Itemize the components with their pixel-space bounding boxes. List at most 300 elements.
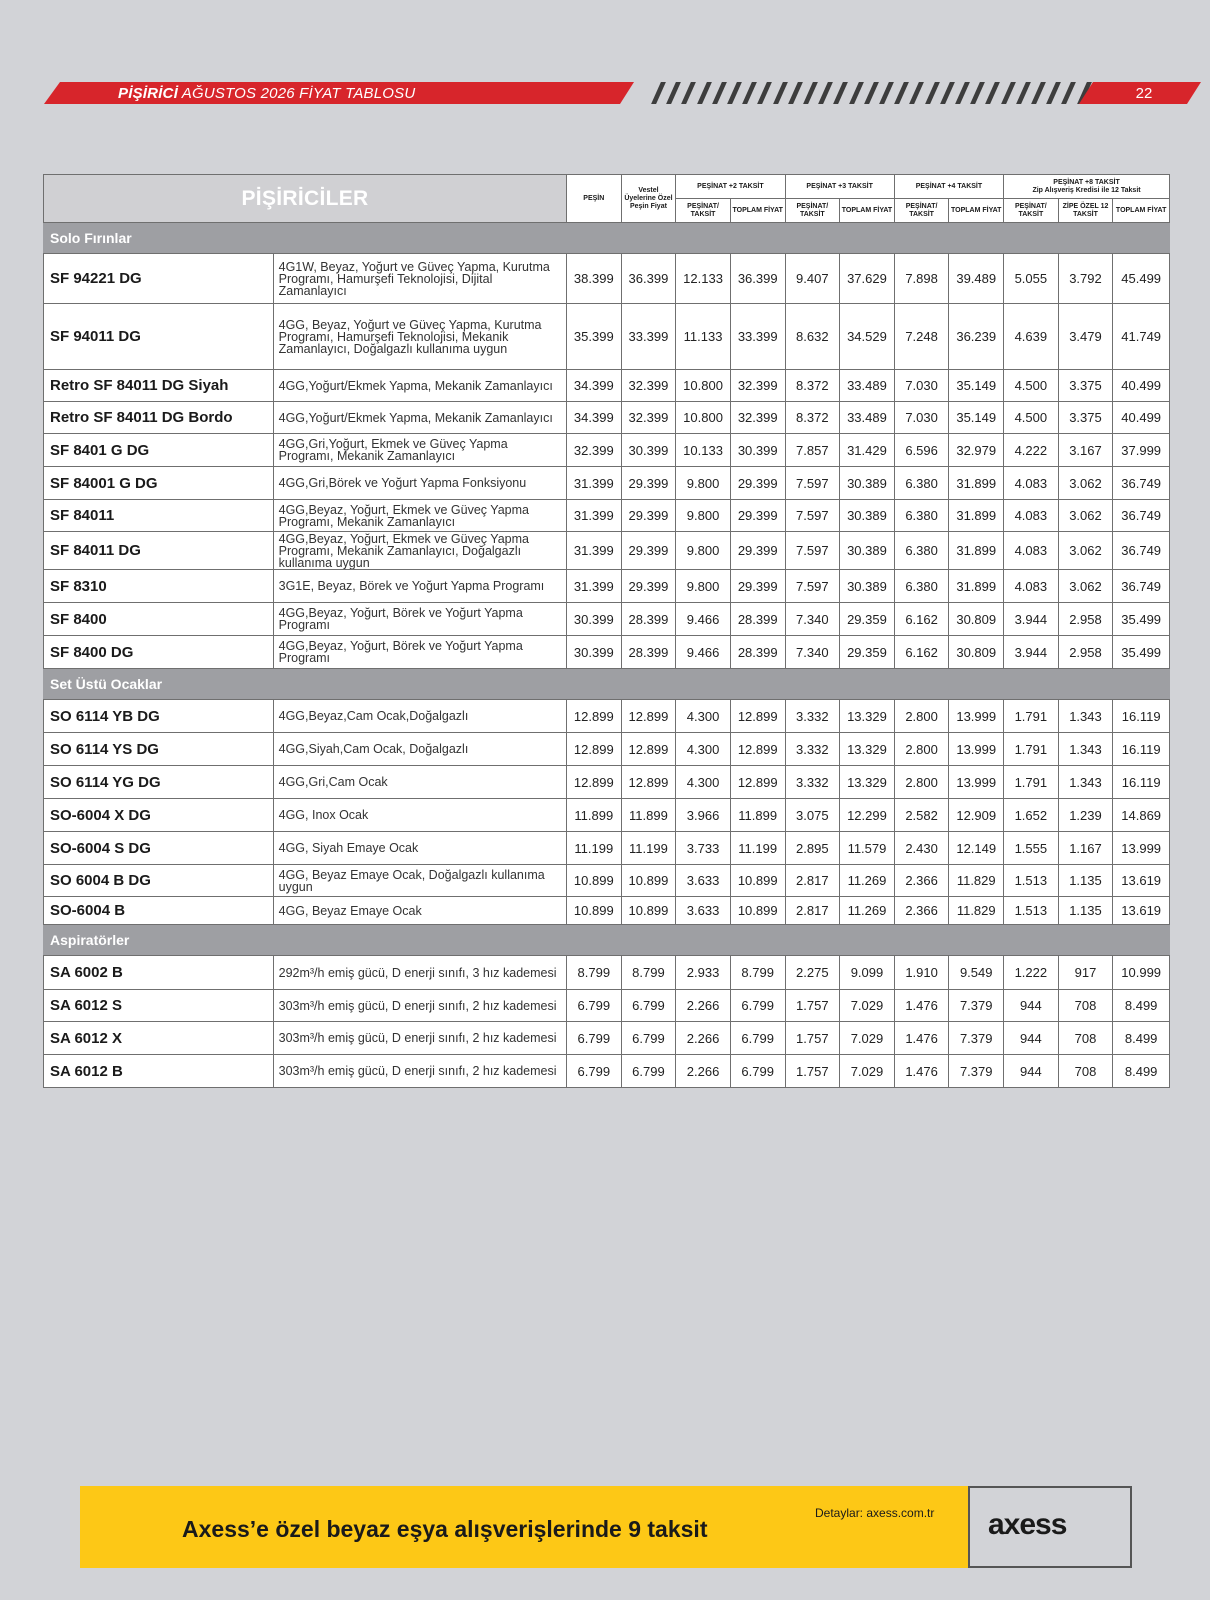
product-model: SO 6004 B DG — [44, 865, 274, 897]
price-cell: 29.359 — [840, 636, 895, 669]
price-cell: 36.399 — [621, 254, 676, 304]
stripe-decoration — [1016, 82, 1031, 104]
table-row — [44, 636, 1170, 669]
price-cell: 944 — [1004, 1022, 1059, 1055]
price-cell: 6.799 — [567, 990, 622, 1022]
price-cell: 31.399 — [567, 532, 622, 570]
price-cell: 1.555 — [1004, 832, 1059, 865]
price-cell: 9.099 — [840, 956, 895, 990]
price-cell: 11.133 — [676, 304, 731, 370]
product-model: SA 6012 B — [44, 1055, 274, 1088]
price-cell: 9.800 — [676, 467, 731, 500]
price-cell: 13.329 — [840, 733, 895, 766]
price-cell: 10.899 — [621, 865, 676, 897]
price-cell: 29.399 — [730, 467, 785, 500]
table-row — [44, 532, 1170, 570]
price-cell: 12.299 — [840, 799, 895, 832]
price-cell: 30.389 — [840, 570, 895, 603]
price-cell: 32.399 — [621, 370, 676, 402]
price-cell: 1.135 — [1058, 897, 1113, 925]
price-cell: 11.199 — [621, 832, 676, 865]
price-cell: 11.199 — [730, 832, 785, 865]
product-description: 4GG,Gri,Yoğurt, Ekmek ve Güveç Yapma Programı, Mekanik Zamanlayıcı — [273, 434, 566, 467]
table-row — [44, 1022, 1170, 1055]
price-cell: 1.757 — [785, 1055, 840, 1088]
price-cell: 32.399 — [730, 402, 785, 434]
price-cell: 7.030 — [894, 402, 949, 434]
sub-header-toplam: TOPLAM FİYAT — [949, 199, 1004, 223]
table-row — [44, 402, 1170, 434]
product-description: 303m³/h emiş gücü, D enerji sınıfı, 2 hız kademesi — [273, 1055, 566, 1088]
price-cell: 30.389 — [840, 532, 895, 570]
table-row — [44, 865, 1170, 897]
price-cell: 8.372 — [785, 402, 840, 434]
price-cell: 29.399 — [730, 500, 785, 532]
price-cell: 7.597 — [785, 532, 840, 570]
price-cell: 2.800 — [894, 700, 949, 733]
price-cell: 36.749 — [1113, 570, 1170, 603]
stripe-decoration — [697, 82, 712, 104]
price-cell: 4.083 — [1004, 467, 1059, 500]
price-cell: 2.933 — [676, 956, 731, 990]
price-cell: 3.062 — [1058, 467, 1113, 500]
price-cell: 7.898 — [894, 254, 949, 304]
price-cell: 10.800 — [676, 370, 731, 402]
product-model: SF 94221 DG — [44, 254, 274, 304]
price-cell: 28.399 — [621, 603, 676, 636]
price-cell: 8.499 — [1113, 1022, 1170, 1055]
table-row — [44, 956, 1170, 990]
product-description: 4GG,Gri,Cam Ocak — [273, 766, 566, 799]
price-cell: 4.639 — [1004, 304, 1059, 370]
price-cell: 28.399 — [730, 636, 785, 669]
price-cell: 34.399 — [567, 370, 622, 402]
price-cell: 12.899 — [621, 766, 676, 799]
price-cell: 8.799 — [567, 956, 622, 990]
price-cell: 11.899 — [621, 799, 676, 832]
price-cell: 4.083 — [1004, 532, 1059, 570]
page-title-bold: PİŞİRİCİ — [118, 85, 178, 102]
stripe-decoration — [651, 82, 666, 104]
price-cell: 4.500 — [1004, 370, 1059, 402]
price-cell: 3.944 — [1004, 636, 1059, 669]
group-header-8-line1: PEŞİNAT +8 TAKSİT — [1053, 178, 1120, 186]
price-cell: 29.399 — [621, 500, 676, 532]
price-cell: 30.389 — [840, 500, 895, 532]
group-header-8 — [1004, 175, 1170, 199]
price-cell: 1.222 — [1004, 956, 1059, 990]
header-banner — [44, 82, 1164, 104]
price-cell: 9.800 — [676, 570, 731, 603]
price-cell: 36.239 — [949, 304, 1004, 370]
product-model: SF 8401 G DG — [44, 434, 274, 467]
price-cell: 5.055 — [1004, 254, 1059, 304]
product-description: 4GG,Yoğurt/Ekmek Yapma, Mekanik Zamanlayıcı — [273, 370, 566, 402]
product-model: SA 6012 S — [44, 990, 274, 1022]
price-cell: 3.332 — [785, 700, 840, 733]
price-cell: 3.062 — [1058, 532, 1113, 570]
price-cell: 1.343 — [1058, 700, 1113, 733]
price-cell: 9.800 — [676, 532, 731, 570]
stripe-decoration — [757, 82, 772, 104]
price-cell: 9.466 — [676, 603, 731, 636]
section-header-row — [44, 669, 1170, 700]
price-cell: 944 — [1004, 1055, 1059, 1088]
product-description: 4GG, Beyaz, Yoğurt ve Güveç Yapma, Kurutma Programı, Hamurşefi Teknolojisi, Mekanik Zamanlayıcı, Doğalgazlı kullanıma uygun — [273, 304, 566, 370]
section-title: Set Üstü Ocaklar — [44, 669, 1170, 700]
price-cell: 30.399 — [567, 636, 622, 669]
price-cell: 1.343 — [1058, 733, 1113, 766]
price-cell: 3.633 — [676, 897, 731, 925]
price-cell: 2.817 — [785, 865, 840, 897]
product-model: SF 84011 — [44, 500, 274, 532]
price-cell: 3.966 — [676, 799, 731, 832]
price-cell: 11.269 — [840, 897, 895, 925]
product-model: SO-6004 X DG — [44, 799, 274, 832]
stripe-decoration — [818, 82, 833, 104]
price-cell: 9.549 — [949, 956, 1004, 990]
price-cell: 4.083 — [1004, 500, 1059, 532]
price-cell: 37.629 — [840, 254, 895, 304]
price-cell: 13.999 — [949, 700, 1004, 733]
price-cell: 30.809 — [949, 636, 1004, 669]
price-cell: 2.800 — [894, 733, 949, 766]
product-description: 303m³/h emiş gücü, D enerji sınıfı, 2 hız kademesi — [273, 1022, 566, 1055]
price-cell: 16.119 — [1113, 766, 1170, 799]
price-cell: 1.513 — [1004, 865, 1059, 897]
price-cell: 13.999 — [1113, 832, 1170, 865]
stripe-decoration — [925, 82, 940, 104]
group-header-3: PEŞİNAT +3 TAKSİT — [785, 175, 894, 199]
col-header-pesin: PEŞİN — [567, 175, 622, 223]
stripe-decoration — [803, 82, 818, 104]
price-cell: 34.399 — [567, 402, 622, 434]
table-row — [44, 603, 1170, 636]
price-cell: 917 — [1058, 956, 1113, 990]
price-cell: 1.239 — [1058, 799, 1113, 832]
price-cell: 1.476 — [894, 1022, 949, 1055]
page-title-rest: AĞUSTOS 2026 FİYAT TABLOSU — [177, 85, 416, 102]
price-cell: 6.596 — [894, 434, 949, 467]
product-description: 4GG,Beyaz, Yoğurt, Börek ve Yoğurt Yapma Programı — [273, 603, 566, 636]
axess-logo: axess — [988, 1508, 1067, 1541]
price-cell: 13.619 — [1113, 865, 1170, 897]
price-cell: 9.466 — [676, 636, 731, 669]
sub-header-toplam: TOPLAM FİYAT — [840, 199, 895, 223]
product-description: 4GG,Beyaz, Yoğurt, Ekmek ve Güveç Yapma Programı, Mekanik Zamanlayıcı, Doğalgazlı kullanıma uygun — [273, 532, 566, 570]
price-cell: 34.529 — [840, 304, 895, 370]
price-cell: 28.399 — [730, 603, 785, 636]
price-cell: 6.380 — [894, 500, 949, 532]
product-model: SO 6114 YB DG — [44, 700, 274, 733]
price-cell: 35.149 — [949, 402, 1004, 434]
price-cell: 2.582 — [894, 799, 949, 832]
price-cell: 3.792 — [1058, 254, 1113, 304]
price-cell: 33.399 — [730, 304, 785, 370]
price-cell: 11.829 — [949, 865, 1004, 897]
price-cell: 7.029 — [840, 990, 895, 1022]
group-header-4: PEŞİNAT +4 TAKSİT — [894, 175, 1003, 199]
price-cell: 1.476 — [894, 1055, 949, 1088]
table-row — [44, 304, 1170, 370]
table-row — [44, 500, 1170, 532]
price-cell: 29.359 — [840, 603, 895, 636]
section-title: Aspiratörler — [44, 925, 1170, 956]
price-cell: 10.899 — [567, 865, 622, 897]
price-cell: 30.399 — [621, 434, 676, 467]
table-row — [44, 990, 1170, 1022]
table-title — [44, 175, 567, 223]
price-cell: 9.407 — [785, 254, 840, 304]
price-cell: 1.476 — [894, 990, 949, 1022]
price-cell: 33.399 — [621, 304, 676, 370]
table-row — [44, 467, 1170, 500]
price-cell: 7.030 — [894, 370, 949, 402]
price-cell: 12.899 — [730, 733, 785, 766]
price-cell: 3.375 — [1058, 370, 1113, 402]
price-cell: 10.133 — [676, 434, 731, 467]
price-cell: 39.489 — [949, 254, 1004, 304]
price-cell: 2.266 — [676, 1055, 731, 1088]
price-cell: 9.800 — [676, 500, 731, 532]
footer-details-link[interactable]: Detaylar: axess.com.tr — [815, 1506, 935, 1520]
price-cell: 1.791 — [1004, 733, 1059, 766]
stripe-decoration — [727, 82, 742, 104]
price-cell: 12.899 — [621, 733, 676, 766]
price-cell: 6.799 — [730, 1055, 785, 1088]
stripe-decoration — [742, 82, 757, 104]
price-cell: 30.809 — [949, 603, 1004, 636]
product-model: SO 6114 YS DG — [44, 733, 274, 766]
product-description: 4GG,Beyaz, Yoğurt, Ekmek ve Güveç Yapma Programı, Mekanik Zamanlayıcı — [273, 500, 566, 532]
price-cell: 12.899 — [567, 700, 622, 733]
product-model: SO-6004 S DG — [44, 832, 274, 865]
price-cell: 2.800 — [894, 766, 949, 799]
price-cell: 40.499 — [1113, 402, 1170, 434]
price-cell: 29.399 — [621, 570, 676, 603]
price-cell: 7.597 — [785, 570, 840, 603]
price-cell: 7.379 — [949, 1022, 1004, 1055]
stripe-decoration — [955, 82, 970, 104]
table-row — [44, 733, 1170, 766]
price-cell: 6.799 — [621, 1022, 676, 1055]
price-cell: 45.499 — [1113, 254, 1170, 304]
price-cell: 13.329 — [840, 766, 895, 799]
price-cell: 6.380 — [894, 467, 949, 500]
price-cell: 30.389 — [840, 467, 895, 500]
price-cell: 31.399 — [567, 570, 622, 603]
price-cell: 11.899 — [567, 799, 622, 832]
price-cell: 10.899 — [730, 865, 785, 897]
price-cell: 12.899 — [730, 766, 785, 799]
table-row — [44, 370, 1170, 402]
stripe-decoration — [909, 82, 924, 104]
price-cell: 29.399 — [621, 467, 676, 500]
price-cell: 29.399 — [730, 570, 785, 603]
stripe-decoration — [1061, 82, 1076, 104]
price-cell: 12.133 — [676, 254, 731, 304]
price-cell: 32.399 — [621, 402, 676, 434]
price-cell: 31.899 — [949, 532, 1004, 570]
price-cell: 3.167 — [1058, 434, 1113, 467]
price-cell: 10.999 — [1113, 956, 1170, 990]
price-cell: 2.958 — [1058, 603, 1113, 636]
product-description: 303m³/h emiş gücü, D enerji sınıfı, 2 hız kademesi — [273, 990, 566, 1022]
price-cell: 6.799 — [567, 1022, 622, 1055]
price-cell: 6.799 — [621, 1055, 676, 1088]
price-cell: 6.799 — [621, 990, 676, 1022]
price-cell: 31.399 — [567, 500, 622, 532]
price-cell: 2.430 — [894, 832, 949, 865]
table-row — [44, 799, 1170, 832]
price-cell: 1.513 — [1004, 897, 1059, 925]
stripe-decoration — [970, 82, 985, 104]
price-cell: 35.499 — [1113, 603, 1170, 636]
price-cell: 11.269 — [840, 865, 895, 897]
stripe-decoration — [788, 82, 803, 104]
price-cell: 32.399 — [730, 370, 785, 402]
stripe-decoration — [985, 82, 1000, 104]
page-title — [118, 85, 415, 102]
group-header-2: PEŞİNAT +2 TAKSİT — [676, 175, 785, 199]
price-cell: 29.399 — [730, 532, 785, 570]
price-cell: 11.829 — [949, 897, 1004, 925]
product-description: 4G1W, Beyaz, Yoğurt ve Güveç Yapma, Kurutma Programı, Hamurşefi Teknolojisi, Dijital Zamanlayıcı — [273, 254, 566, 304]
table-row — [44, 766, 1170, 799]
stripe-decoration — [712, 82, 727, 104]
price-cell: 2.895 — [785, 832, 840, 865]
price-cell: 4.500 — [1004, 402, 1059, 434]
price-cell: 7.379 — [949, 990, 1004, 1022]
price-cell: 8.372 — [785, 370, 840, 402]
price-cell: 3.479 — [1058, 304, 1113, 370]
product-model: Retro SF 84011 DG Bordo — [44, 402, 274, 434]
price-cell: 2.275 — [785, 956, 840, 990]
table-title-text: PİŞİRİCİLER — [241, 186, 369, 210]
price-cell: 12.899 — [567, 766, 622, 799]
price-cell: 7.597 — [785, 467, 840, 500]
price-cell: 4.083 — [1004, 570, 1059, 603]
group-header-8-line2: Zip Alışveriş Kredisi ile 12 Taksit — [1032, 186, 1141, 194]
price-cell: 4.300 — [676, 766, 731, 799]
price-cell: 12.899 — [730, 700, 785, 733]
table-row — [44, 897, 1170, 925]
price-cell: 3.062 — [1058, 570, 1113, 603]
price-cell: 3.062 — [1058, 500, 1113, 532]
price-cell: 2.958 — [1058, 636, 1113, 669]
price-cell: 10.899 — [567, 897, 622, 925]
table-row — [44, 832, 1170, 865]
table-row — [44, 1055, 1170, 1088]
product-model: SF 84011 DG — [44, 532, 274, 570]
price-cell: 31.399 — [567, 467, 622, 500]
product-model: SF 8400 DG — [44, 636, 274, 669]
footer-yellow-band — [80, 1486, 968, 1568]
product-model: SF 8310 — [44, 570, 274, 603]
price-cell: 13.619 — [1113, 897, 1170, 925]
product-description: 4GG, Inox Ocak — [273, 799, 566, 832]
price-cell: 32.979 — [949, 434, 1004, 467]
price-cell: 4.222 — [1004, 434, 1059, 467]
price-cell: 7.340 — [785, 603, 840, 636]
price-cell: 30.399 — [730, 434, 785, 467]
footer-slogan: Axess’e özel beyaz eşya alışverişlerinde 9 taksit — [182, 1516, 708, 1542]
product-description: 4GG, Siyah Emaye Ocak — [273, 832, 566, 865]
price-cell: 3.332 — [785, 766, 840, 799]
price-cell: 13.999 — [949, 766, 1004, 799]
price-cell: 11.199 — [567, 832, 622, 865]
price-cell: 1.910 — [894, 956, 949, 990]
stripe-decoration — [681, 82, 696, 104]
price-cell: 1.652 — [1004, 799, 1059, 832]
price-cell: 12.149 — [949, 832, 1004, 865]
price-cell: 2.366 — [894, 865, 949, 897]
stripe-decoration — [940, 82, 955, 104]
product-model: SO 6114 YG DG — [44, 766, 274, 799]
table-row — [44, 700, 1170, 733]
product-model: SF 84001 G DG — [44, 467, 274, 500]
sub-header-toplam: TOPLAM FİYAT — [730, 199, 785, 223]
price-cell: 708 — [1058, 1022, 1113, 1055]
price-cell: 7.857 — [785, 434, 840, 467]
stripe-decoration — [849, 82, 864, 104]
price-cell: 36.399 — [730, 254, 785, 304]
footer-ad — [80, 1486, 1132, 1568]
page-number: 22 — [1135, 85, 1153, 102]
price-cell: 13.329 — [840, 700, 895, 733]
stripe-decoration — [833, 82, 848, 104]
price-cell: 13.999 — [949, 733, 1004, 766]
stripe-decoration — [666, 82, 681, 104]
price-cell: 1.135 — [1058, 865, 1113, 897]
price-cell: 36.749 — [1113, 500, 1170, 532]
price-table — [43, 174, 1170, 1088]
price-cell: 8.632 — [785, 304, 840, 370]
price-cell: 37.999 — [1113, 434, 1170, 467]
price-cell: 31.899 — [949, 570, 1004, 603]
price-cell: 11.899 — [730, 799, 785, 832]
sub-header-pesinat: PEŞİNAT/ TAKSİT — [1004, 199, 1059, 223]
price-cell: 7.248 — [894, 304, 949, 370]
price-cell: 7.029 — [840, 1022, 895, 1055]
price-cell: 40.499 — [1113, 370, 1170, 402]
price-cell: 12.899 — [621, 700, 676, 733]
product-description: 4GG,Beyaz,Cam Ocak,Doğalgazlı — [273, 700, 566, 733]
price-cell: 7.340 — [785, 636, 840, 669]
stripe-decoration — [894, 82, 909, 104]
stripe-decoration — [1031, 82, 1046, 104]
price-cell: 11.579 — [840, 832, 895, 865]
price-cell: 8.499 — [1113, 1055, 1170, 1088]
price-cell: 7.379 — [949, 1055, 1004, 1088]
product-description: 4GG,Beyaz, Yoğurt, Börek ve Yoğurt Yapma Programı — [273, 636, 566, 669]
col-header-vestel: Vestel Üyelerine Özel Peşin Fiyat — [621, 175, 676, 223]
product-model: Retro SF 84011 DG Siyah — [44, 370, 274, 402]
price-cell: 3.332 — [785, 733, 840, 766]
banner-stripes — [634, 82, 1104, 104]
price-cell: 35.499 — [1113, 636, 1170, 669]
sub-header-zip: ZİPE ÖZEL 12 TAKSİT — [1058, 199, 1113, 223]
section-title: Solo Fırınlar — [44, 223, 1170, 254]
price-cell: 3.633 — [676, 865, 731, 897]
price-cell: 7.029 — [840, 1055, 895, 1088]
price-table-body — [44, 223, 1170, 1088]
price-cell: 10.899 — [730, 897, 785, 925]
product-description: 4GG, Beyaz Emaye Ocak, Doğalgazlı kullanıma uygun — [273, 865, 566, 897]
product-description: 3G1E, Beyaz, Börek ve Yoğurt Yapma Programı — [273, 570, 566, 603]
product-model: SF 94011 DG — [44, 304, 274, 370]
price-cell: 10.899 — [621, 897, 676, 925]
